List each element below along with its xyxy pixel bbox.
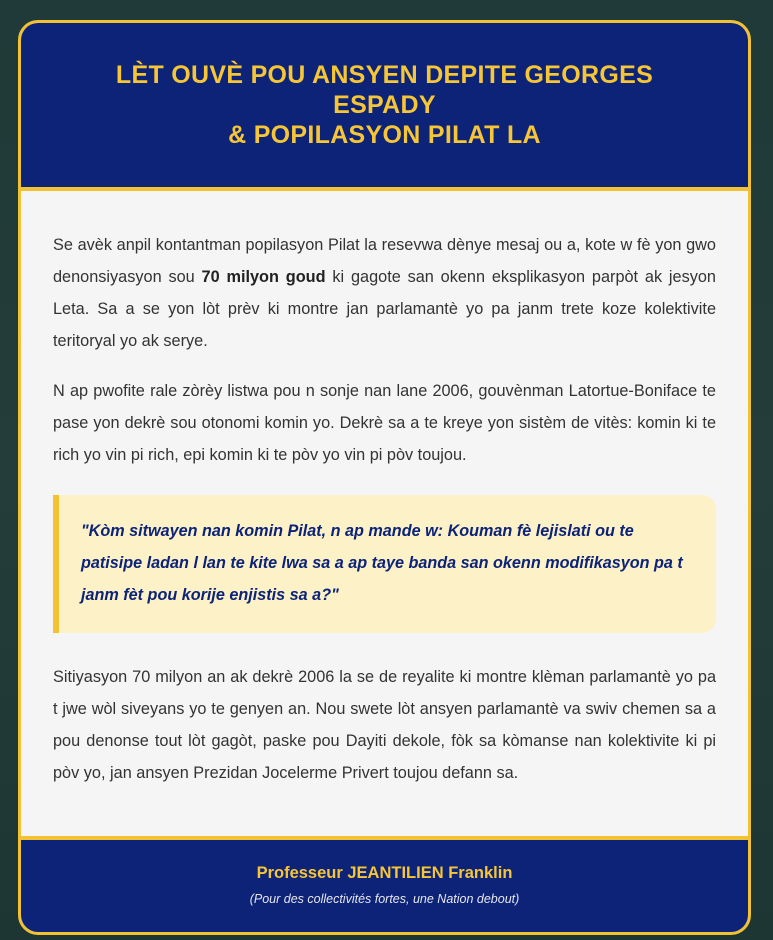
paragraph-1-end: ki gagote san okenn eksplikasyon parpòt ak jesyon Leta. Sa a se yon lòt prèv ki montre jan parlamantè yo pa janm trete koze kolektivite teritoryal yo ak serye.: [53, 268, 716, 350]
paragraph-1: [53, 229, 716, 357]
letter-card: [18, 20, 751, 935]
letter-title: [21, 60, 748, 150]
paragraph-2: N ap pwofite rale zòrèy listwa pou n sonje nan lane 2006, gouvènman Latortue-Boniface te pase yon dekrè sou otonomi komin yo. Dekrè sa a te kreye yon sistèm de vitès: komin ki te rich yo vin pi rich, epi komin ki te pòv yo vin pi pòv toujou.: [53, 382, 716, 464]
paragraph-1-start: Se avèk anpil kontantman popilasyon Pilat la resevwa dènye mesaj ou a, kote w fè yon gwo denonsiyasyon sou: [53, 236, 716, 286]
letter-footer: [21, 836, 748, 932]
title-line-2: & POPILASYON PILAT LA: [228, 121, 541, 149]
paragraph-1-highlight: 70 milyon goud: [201, 268, 326, 286]
author-name: Professeur JEANTILIEN Franklin: [256, 864, 513, 882]
title-line-1: LÈT OUVÈ POU ANSYEN DEPITE GEORGES ESPADY: [115, 61, 654, 119]
quote-block: [53, 495, 716, 633]
quote-text: "Kòm sitwayen nan komin Pilat, n ap mande w: Kouman fè lejislati ou te patisipe ladan l lan te kite lwa sa a ap taye banda san okenn modifikasyon pa t janm fèt pou korije enjistis sa a?": [81, 522, 683, 604]
letter-header: [21, 23, 748, 191]
author-motto: (Pour des collectivités fortes, une Nation debout): [249, 892, 520, 906]
paragraph-3: Sitiyasyon 70 milyon an ak dekrè 2006 la se de reyalite ki montre klèman parlamantè yo pa t jwe wòl siveyans yo te genyen an. Nou swete lòt ansyen parlamantè va swiv chemen sa a pou denonse tout lòt gagòt, paske pou Dayiti dekole, fòk sa kòmanse nan kolektivite ki pi pòv yo, jan ansyen Prezidan Jocelerme Privert toujou defann sa.: [53, 668, 716, 782]
letter-body: [21, 191, 748, 789]
